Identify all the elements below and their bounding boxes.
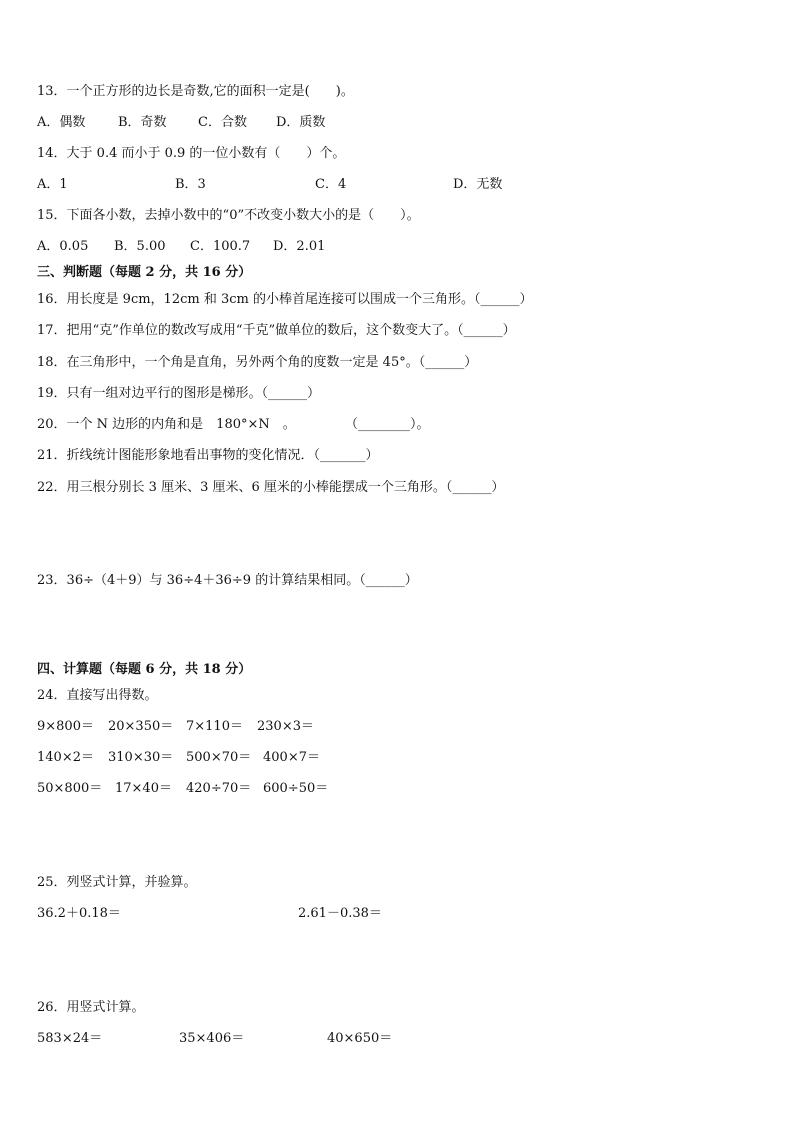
question-13-option-b: B．奇数	[118, 115, 167, 130]
question-13-stem: 13．一个正方形的边长是奇数,它的面积一定是( )。	[37, 84, 354, 99]
question-15-stem: 15．下面各小数，去掉小数中的“0”不改变小数大小的是（ ）。	[37, 208, 420, 223]
oral-calc-item: 20×350＝	[108, 719, 174, 734]
question-13-option-c: C．合数	[198, 115, 247, 130]
question-20-blank: （________）。	[345, 417, 430, 432]
oral-calc-item: 600÷50＝	[263, 781, 329, 796]
oral-calc-item: 400×7＝	[263, 750, 320, 765]
vertical-calc-item: 583×24＝	[37, 1031, 103, 1046]
section-3-title: 三、判断题（每题 2 分，共 16 分）	[37, 265, 252, 280]
question-26-stem: 26．用竖式计算。	[37, 1000, 145, 1015]
vertical-calc-item: 2.61－0.38＝	[298, 906, 382, 921]
question-15-option-c: C．100.7	[190, 239, 251, 254]
question-14-option-d: D．无数	[453, 177, 503, 192]
question-14-stem: 14．大于 0.4 而小于 0.9 的一位小数有（ ）个。	[37, 146, 346, 161]
oral-calc-item: 230×3＝	[257, 719, 314, 734]
question-13-option-d: D．质数	[276, 115, 326, 130]
oral-calc-item: 17×40＝	[115, 781, 172, 796]
question-16: 16．用长度是 9cm，12cm 和 3cm 的小棒首尾连接可以围成一个三角形。（______）	[37, 292, 533, 307]
question-17: 17．把用“克”作单位的数改写成用“千克”做单位的数后，这个数变大了。（______）	[37, 323, 516, 338]
oral-calc-item: 50×800＝	[37, 781, 103, 796]
oral-calc-item: 420÷70＝	[186, 781, 252, 796]
question-21: 21．折线统计图能形象地看出事物的变化情况．（_______）	[37, 448, 379, 463]
oral-calc-item: 500×70＝	[186, 750, 252, 765]
question-23: 23．36÷（4＋9）与 36÷4＋36÷9 的计算结果相同。（______）	[37, 573, 418, 588]
question-22: 22．用三根分别长 3 厘米、3 厘米、6 厘米的小棒能摆成一个三角形。（______）	[37, 480, 505, 495]
question-14-option-b: B．3	[175, 177, 206, 192]
question-15-option-b: B．5.00	[114, 239, 166, 254]
oral-calc-item: 7×110＝	[186, 719, 243, 734]
section-4-title: 四、计算题（每题 6 分，共 18 分）	[37, 662, 252, 677]
question-14-option-c: C．4	[315, 177, 347, 192]
question-13-option-a: A．偶数	[37, 115, 86, 130]
question-14-option-a: A．1	[37, 177, 68, 192]
oral-calc-item: 140×2＝	[37, 750, 94, 765]
question-15-option-d: D．2.01	[273, 239, 326, 254]
oral-calc-item: 9×800＝	[37, 719, 94, 734]
vertical-calc-item: 40×650＝	[327, 1031, 393, 1046]
question-15-option-a: A．0.05	[37, 239, 89, 254]
question-18: 18．在三角形中，一个角是直角，另外两个角的度数一定是 45°。（______）	[37, 355, 478, 370]
question-20-stem: 20．一个 N 边形的内角和是 180°×N 。	[37, 417, 296, 432]
question-24-stem: 24．直接写出得数。	[37, 688, 158, 703]
vertical-calc-item: 35×406＝	[179, 1031, 245, 1046]
oral-calc-item: 310×30＝	[108, 750, 174, 765]
question-19: 19．只有一组对边平行的图形是梯形。（______）	[37, 386, 321, 401]
vertical-calc-item: 36.2＋0.18＝	[37, 906, 121, 921]
question-25-stem: 25．列竖式计算，并验算。	[37, 875, 197, 890]
